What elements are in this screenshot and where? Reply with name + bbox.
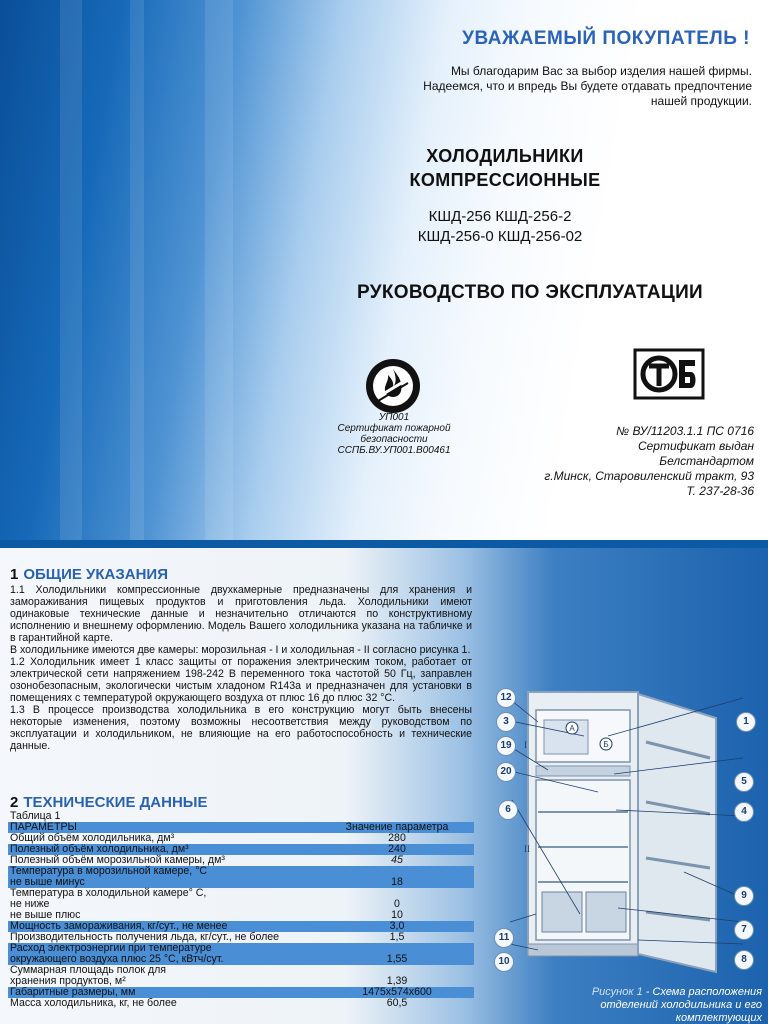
greeting-line: нашей продукции.	[650, 94, 752, 108]
row-param: не ниже	[10, 898, 50, 910]
models-line2: КШД-256-0 КШД-256-02	[417, 228, 583, 245]
models-line1: КШД-256 КШД-256-2	[428, 208, 572, 225]
callout-marker: 7	[734, 920, 754, 940]
fire-certificate	[320, 412, 468, 456]
greeting-title: УВАЖАЕМЫЙ ПОКУПАТЕЛЬ !	[462, 28, 750, 49]
callout-marker: 6	[498, 800, 518, 820]
row-param: окружающего воздуха плюс 25 °С, кВтч/сут.	[10, 953, 224, 965]
callout-marker: 3	[496, 712, 516, 732]
callout-marker: 12	[496, 688, 516, 708]
row-value: 1,39	[386, 975, 408, 987]
callout-marker: 19	[496, 736, 516, 756]
section1-title: ОБЩИЕ УКАЗАНИЯ	[23, 566, 168, 583]
table-caption: Таблица 1	[10, 810, 61, 822]
row-param: Полезный объём холодильника, дм³	[10, 843, 189, 855]
callout-marker: 5	[734, 772, 754, 792]
stb-cert-line: № ВУ/11203.1.1 ПС 0716	[616, 424, 754, 438]
section2-number: 2	[10, 794, 19, 811]
callout-marker: 4	[734, 802, 754, 822]
row-value: 1,5	[389, 931, 405, 943]
stb-cert-line: Т. 237-28-36	[686, 484, 754, 498]
row-param: Габаритные размеры, мм	[10, 986, 136, 998]
row-param: Температура в холодильной камере° С,	[10, 887, 207, 899]
row-param: Температура в морозильной камере, °С	[10, 865, 208, 877]
table-row	[8, 888, 474, 899]
row-value: 1475х574х600	[362, 986, 432, 998]
roman-ii: II	[524, 844, 530, 854]
fire-cert-line: безопасности	[360, 434, 428, 445]
callout-marker: 1	[736, 712, 756, 732]
row-param: Общий объём холодильника, дм³	[10, 832, 175, 844]
row-param: не выше плюс	[10, 909, 81, 921]
figure-caption-text: - Схема расположения отделений холодильника и его комплектующих	[600, 986, 762, 1024]
figure-caption	[540, 986, 762, 1024]
stb-cert-line: Белстандартом	[659, 454, 754, 468]
stb-certificate	[500, 424, 754, 499]
callout-marker: 8	[734, 950, 754, 970]
row-param: Расход электроэнергии при температуре	[10, 942, 212, 954]
paragraph: 1.1 Холодильники компрессионные двухкамерные предназначены для хранения и замораживания пищевых продуктов и приготовления льда. Холодильники имеют одинаковые технические данные и незначительно отличаются по конструктивному исполнению и внешнему оформлению. Модель Вашего холодильника указана на табличке и в гарантийной карте.	[10, 584, 472, 644]
row-value: 10	[391, 909, 403, 921]
section1-body	[10, 584, 472, 752]
fire-safety-logo-icon	[364, 357, 422, 415]
callout-marker: 9	[734, 886, 754, 906]
mark-a: А	[569, 724, 575, 733]
row-value: 1,55	[386, 953, 408, 965]
header-param: ПАРАМЕТРЫ	[10, 821, 77, 833]
row-value: 3,0	[389, 920, 405, 932]
callout-marker: 10	[494, 952, 514, 972]
tech-data-table	[8, 822, 474, 1009]
section1-heading	[10, 566, 168, 583]
row-param: Производительность получения льда, кг/сут., не более	[10, 931, 280, 943]
figure-caption-label: Рисунок 1	[591, 986, 643, 998]
row-param: Мощность замораживания, кг/сут., не менее	[10, 920, 228, 932]
section2-title: ТЕХНИЧЕСКИЕ ДАННЫЕ	[23, 794, 208, 811]
paragraph: 1.3 В процессе производства холодильника в его конструкцию могут быть внесены некоторые изменения, поэтому возможны несоответствия между руководством по эксплуатации и холодильником, не влияющие на его работоспособность и технические данные.	[10, 704, 472, 752]
greeting-line: Мы благодарим Вас за выбор изделия нашей фирмы.	[450, 64, 752, 78]
stb-logo-icon	[633, 348, 705, 400]
table-row	[8, 998, 474, 1009]
row-value: 240	[388, 843, 406, 855]
section1-number: 1	[10, 566, 19, 583]
greeting-line: Надеемся, что и впредь Вы будете отдавать предпочтение	[423, 79, 752, 93]
manual-page	[0, 548, 768, 1024]
decor-stripe	[60, 0, 82, 540]
fire-cert-line: ССПБ.ВУ.УП001.В00461	[337, 445, 451, 456]
row-value: 45	[391, 854, 403, 866]
row-value: 0	[394, 898, 400, 910]
callout-marker: 20	[496, 762, 516, 782]
row-param: не выше минус	[10, 876, 85, 888]
fire-cert-line: Сертификат пожарной	[337, 423, 451, 434]
row-param: Суммарная площадь полок для	[10, 964, 167, 976]
fridge-diagram	[488, 682, 764, 992]
product-title-line2: КОМПРЕССИОННЫЕ	[409, 170, 601, 190]
fire-cert-line: УП001	[378, 412, 410, 423]
row-param: хранения продуктов, м²	[10, 975, 126, 987]
paragraph: В холодильнике имеются две камеры: морозильная - I и холодильная - II согласно рисунка 1.	[10, 644, 471, 656]
greeting-text	[330, 64, 752, 109]
header-value: Значение параметра	[345, 821, 449, 833]
stb-cert-line: Сертификат выдан	[637, 439, 754, 453]
row-param: Полезный объём морозильной камеры, дм³	[10, 854, 225, 866]
stb-cert-line: г.Минск, Старовиленский тракт, 93	[544, 469, 754, 483]
callout-marker: 11	[494, 928, 514, 948]
manual-title: РУКОВОДСТВО ПО ЭКСПЛУАТАЦИИ	[357, 282, 703, 303]
row-value: 60,5	[386, 997, 408, 1009]
row-value: 18	[391, 876, 403, 888]
product-title-line1: ХОЛОДИЛЬНИКИ	[426, 146, 584, 166]
decor-stripe	[130, 0, 144, 540]
row-param: Масса холодильника, кг, не более	[10, 997, 177, 1009]
paragraph: 1.2 Холодильник имеет 1 класс защиты от поражения электрическим током, работает от электрической сети напряжением 198-242 В переменного тока частотой 50 Гц, заправлен озонобезопасным, экологически чистым хладоном R143а и предназначен для установки в помещениях с температурой окружающего воздуха от плюс 16 до плюс 32 °С.	[10, 656, 472, 704]
roman-i: I	[524, 740, 527, 750]
decor-stripe	[205, 0, 233, 540]
mark-b: Б	[603, 740, 609, 749]
section2-heading	[10, 794, 208, 811]
row-value: 280	[388, 832, 406, 844]
table-rows	[8, 833, 474, 1009]
